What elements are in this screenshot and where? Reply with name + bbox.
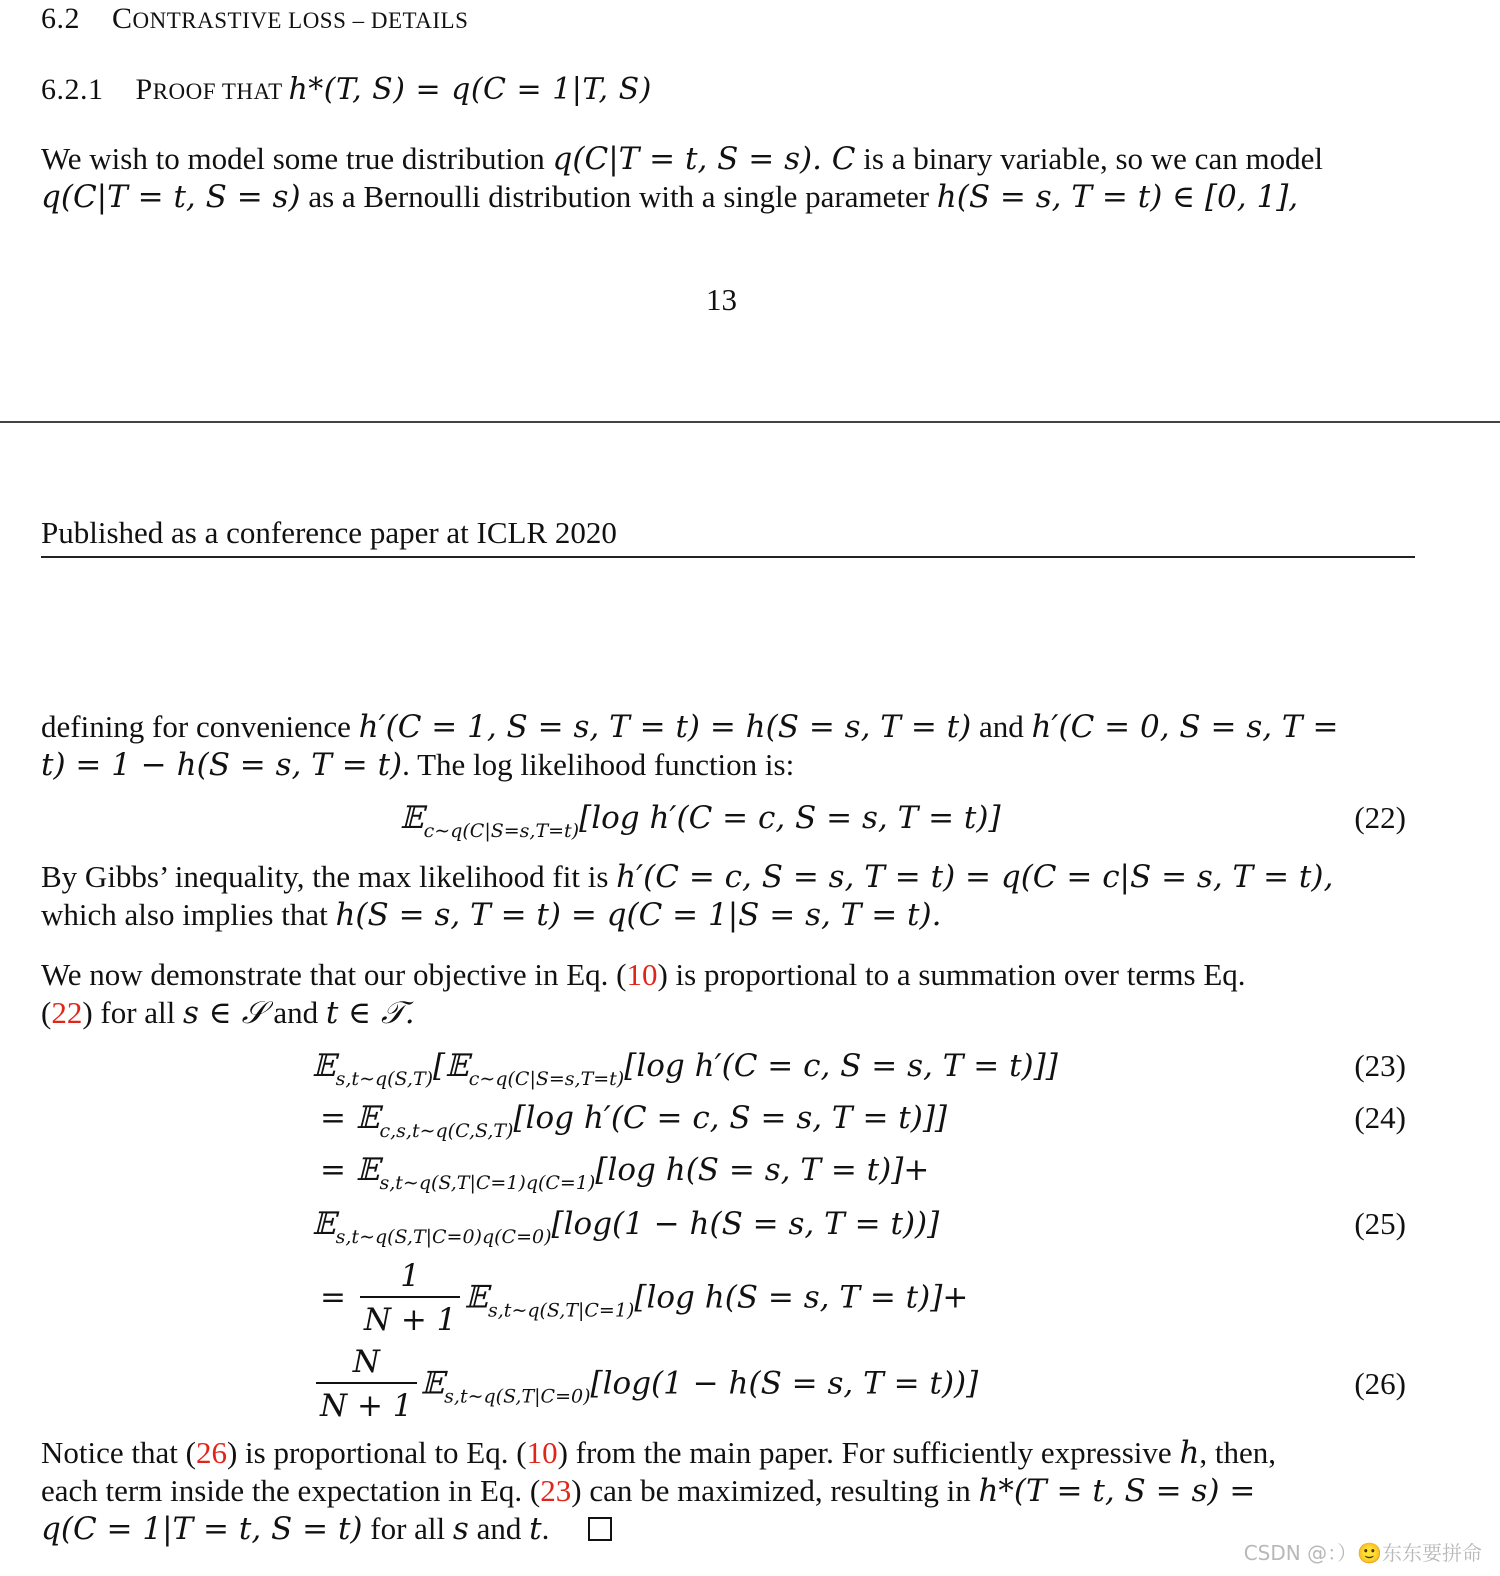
subsection-number: 6.2.1 xyxy=(41,73,104,106)
inline-math: t) = 1 − h(S = s, T = t) xyxy=(41,747,403,783)
inline-math: h′(C = 0, S = s, T = xyxy=(1031,709,1339,745)
expectation-symbol: 𝔼 xyxy=(355,1152,380,1188)
text: is a binary variable, so we can model xyxy=(855,141,1323,176)
qed-box-icon xyxy=(588,1517,612,1541)
text: We now demonstrate that our objective in Eq. ( xyxy=(41,957,627,992)
expectation-symbol: 𝔼 xyxy=(445,1048,469,1084)
equation-25-line2 xyxy=(312,1206,940,1248)
equation-body: [log(1 − h(S = s, T = t))] xyxy=(590,1365,979,1402)
para5-line1 xyxy=(41,1434,1276,1472)
equation-ref-link[interactable]: 10 xyxy=(526,1435,558,1470)
section-title-initial: C xyxy=(112,2,133,35)
text: each term inside the expectation in Eq. ( xyxy=(41,1473,541,1508)
equation-body: [log h(S = s, T = t)]+ xyxy=(595,1152,930,1188)
equation-number-25: (25) xyxy=(1354,1206,1406,1241)
fraction xyxy=(316,1342,417,1428)
equation-body: [log h(S = s, T = t)]+ xyxy=(634,1279,969,1316)
text: ) is proportional to a summation over terms Eq. xyxy=(657,957,1246,992)
subsection-title-math: h*(T, S) = q(C = 1|T, S) xyxy=(288,72,652,107)
inline-math: h*(T = t, S = s) = xyxy=(978,1473,1256,1509)
text: as a Bernoulli distribution with a single parameter xyxy=(300,179,937,214)
para2-line1 xyxy=(41,708,1338,746)
equation-22 xyxy=(400,800,1001,842)
para3-line1 xyxy=(41,858,1333,896)
inline-math: h′(C = 1, S = s, T = t) = h(S = s, T = t) xyxy=(358,709,972,745)
para5-line2 xyxy=(41,1472,1255,1510)
subsection-heading xyxy=(41,72,652,107)
expectation-symbol: 𝔼 xyxy=(420,1365,445,1402)
subscript: s,t∼q(S,T|C=0)q(C=0) xyxy=(335,1226,552,1248)
section-title-rest: ONTRASTIVE LOSS – DETAILS xyxy=(132,8,469,33)
page-number: 13 xyxy=(706,282,737,317)
equation-number-22: (22) xyxy=(1354,800,1406,835)
text: We wish to model some true distribution xyxy=(41,141,553,176)
subscript: c∼q(C|S=s,T=t) xyxy=(423,820,580,842)
inline-math: q(C|T = t, S = s). C xyxy=(552,141,856,177)
equation-26-line1 xyxy=(320,1256,968,1342)
para4-line1 xyxy=(41,956,1246,994)
section-heading xyxy=(41,2,468,36)
expectation-symbol: 𝔼 xyxy=(355,1100,380,1136)
equation-body: [log h′(C = c, S = s, T = t)] xyxy=(579,800,1001,836)
text: ) for all xyxy=(82,995,184,1030)
text: ) can be maximized, resulting in xyxy=(571,1473,979,1508)
text: ) is proportional to Eq. ( xyxy=(226,1435,527,1470)
equation-ref-link[interactable]: 22 xyxy=(51,995,83,1030)
subsection-title-initial: P xyxy=(135,73,153,106)
fraction xyxy=(360,1256,461,1342)
text: and xyxy=(468,1511,530,1546)
inline-math: t ∈ 𝒯. xyxy=(325,995,415,1031)
expectation-symbol: 𝔼 xyxy=(400,800,424,836)
subscript: s,t∼q(S,T) xyxy=(335,1068,434,1090)
text: ) from the main paper. For sufficiently expressive xyxy=(557,1435,1180,1470)
equals: = xyxy=(320,1279,356,1316)
denominator: N + 1 xyxy=(360,1296,461,1342)
para1-line1 xyxy=(41,140,1323,178)
expectation-symbol: 𝔼 xyxy=(312,1048,336,1084)
numerator: 1 xyxy=(400,1258,420,1294)
equation-body: [log h′(C = c, S = s, T = t)]] xyxy=(513,1100,948,1136)
inline-math: s ∈ 𝒮 xyxy=(183,995,266,1031)
subscript: c,s,t∼q(C,S,T) xyxy=(379,1120,514,1142)
inline-math: h(S = s, T = t) = q(C = 1|S = s, T = t). xyxy=(335,897,942,933)
inline-math: h′(C = c, S = s, T = t) = q(C = c|S = s, T = t), xyxy=(616,859,1334,895)
running-header: Published as a conference paper at ICLR 2020 xyxy=(41,515,617,550)
watermark: CSDN @：）🙂东东要拼命 xyxy=(1243,1541,1482,1565)
bracket: [ xyxy=(433,1048,446,1084)
equation-25-line1 xyxy=(320,1152,930,1194)
text: and xyxy=(265,995,326,1030)
inline-math: h xyxy=(1179,1435,1200,1471)
expectation-symbol: 𝔼 xyxy=(312,1206,336,1242)
para4-line2 xyxy=(41,994,415,1032)
inline-math: s xyxy=(452,1511,469,1547)
text: defining for convenience xyxy=(41,709,359,744)
para1-line2 xyxy=(41,178,1298,216)
equation-ref-link[interactable]: 26 xyxy=(195,1435,227,1470)
text: which also implies that xyxy=(41,897,336,932)
expectation-symbol: 𝔼 xyxy=(464,1279,489,1316)
equation-body: [log(1 − h(S = s, T = t))] xyxy=(551,1206,940,1242)
equation-ref-link[interactable]: 23 xyxy=(540,1473,572,1508)
equation-number-24: (24) xyxy=(1354,1100,1406,1135)
text: and xyxy=(971,709,1032,744)
inline-math: q(C|T = t, S = s) xyxy=(41,179,301,215)
subscript: c∼q(C|S=s,T=t) xyxy=(468,1068,625,1090)
inline-math: q(C = 1|T = t, S = t) xyxy=(41,1511,363,1547)
inline-math: h(S = s, T = t) ∈ [0, 1], xyxy=(936,179,1299,215)
subscript: s,t∼q(S,T|C=1)q(C=1) xyxy=(379,1172,596,1194)
inline-math: t xyxy=(529,1511,542,1547)
denominator: N + 1 xyxy=(316,1382,417,1428)
text: ( xyxy=(41,995,52,1030)
text: , then, xyxy=(1199,1435,1277,1470)
section-number: 6.2 xyxy=(41,2,80,35)
text: . xyxy=(541,1511,550,1546)
equals: = xyxy=(320,1100,356,1136)
para2-line2 xyxy=(41,746,794,784)
equation-body: [log h′(C = c, S = s, T = t)]] xyxy=(624,1048,1058,1084)
numerator: N xyxy=(352,1344,380,1380)
text: By Gibbs’ inequality, the max likelihood fit is xyxy=(41,859,617,894)
page-divider xyxy=(0,421,1500,423)
equation-24 xyxy=(320,1100,948,1142)
subscript: s,t∼q(S,T|C=1) xyxy=(488,1299,635,1322)
para3-line2 xyxy=(41,896,941,934)
equals: = xyxy=(320,1152,356,1188)
header-rule xyxy=(41,556,1415,558)
text: for all xyxy=(362,1511,453,1546)
subscript: s,t∼q(S,T|C=0) xyxy=(444,1385,591,1408)
equation-number-26: (26) xyxy=(1354,1366,1406,1401)
subsection-title-rest: ROOF THAT xyxy=(152,79,289,104)
text: Notice that ( xyxy=(41,1435,196,1470)
equation-23 xyxy=(312,1048,1058,1090)
equation-26-line2 xyxy=(312,1342,978,1428)
para5-line3 xyxy=(41,1510,612,1548)
equation-number-23: (23) xyxy=(1354,1048,1406,1083)
equation-ref-link[interactable]: 10 xyxy=(626,957,658,992)
text: . The log likelihood function is: xyxy=(402,747,795,782)
